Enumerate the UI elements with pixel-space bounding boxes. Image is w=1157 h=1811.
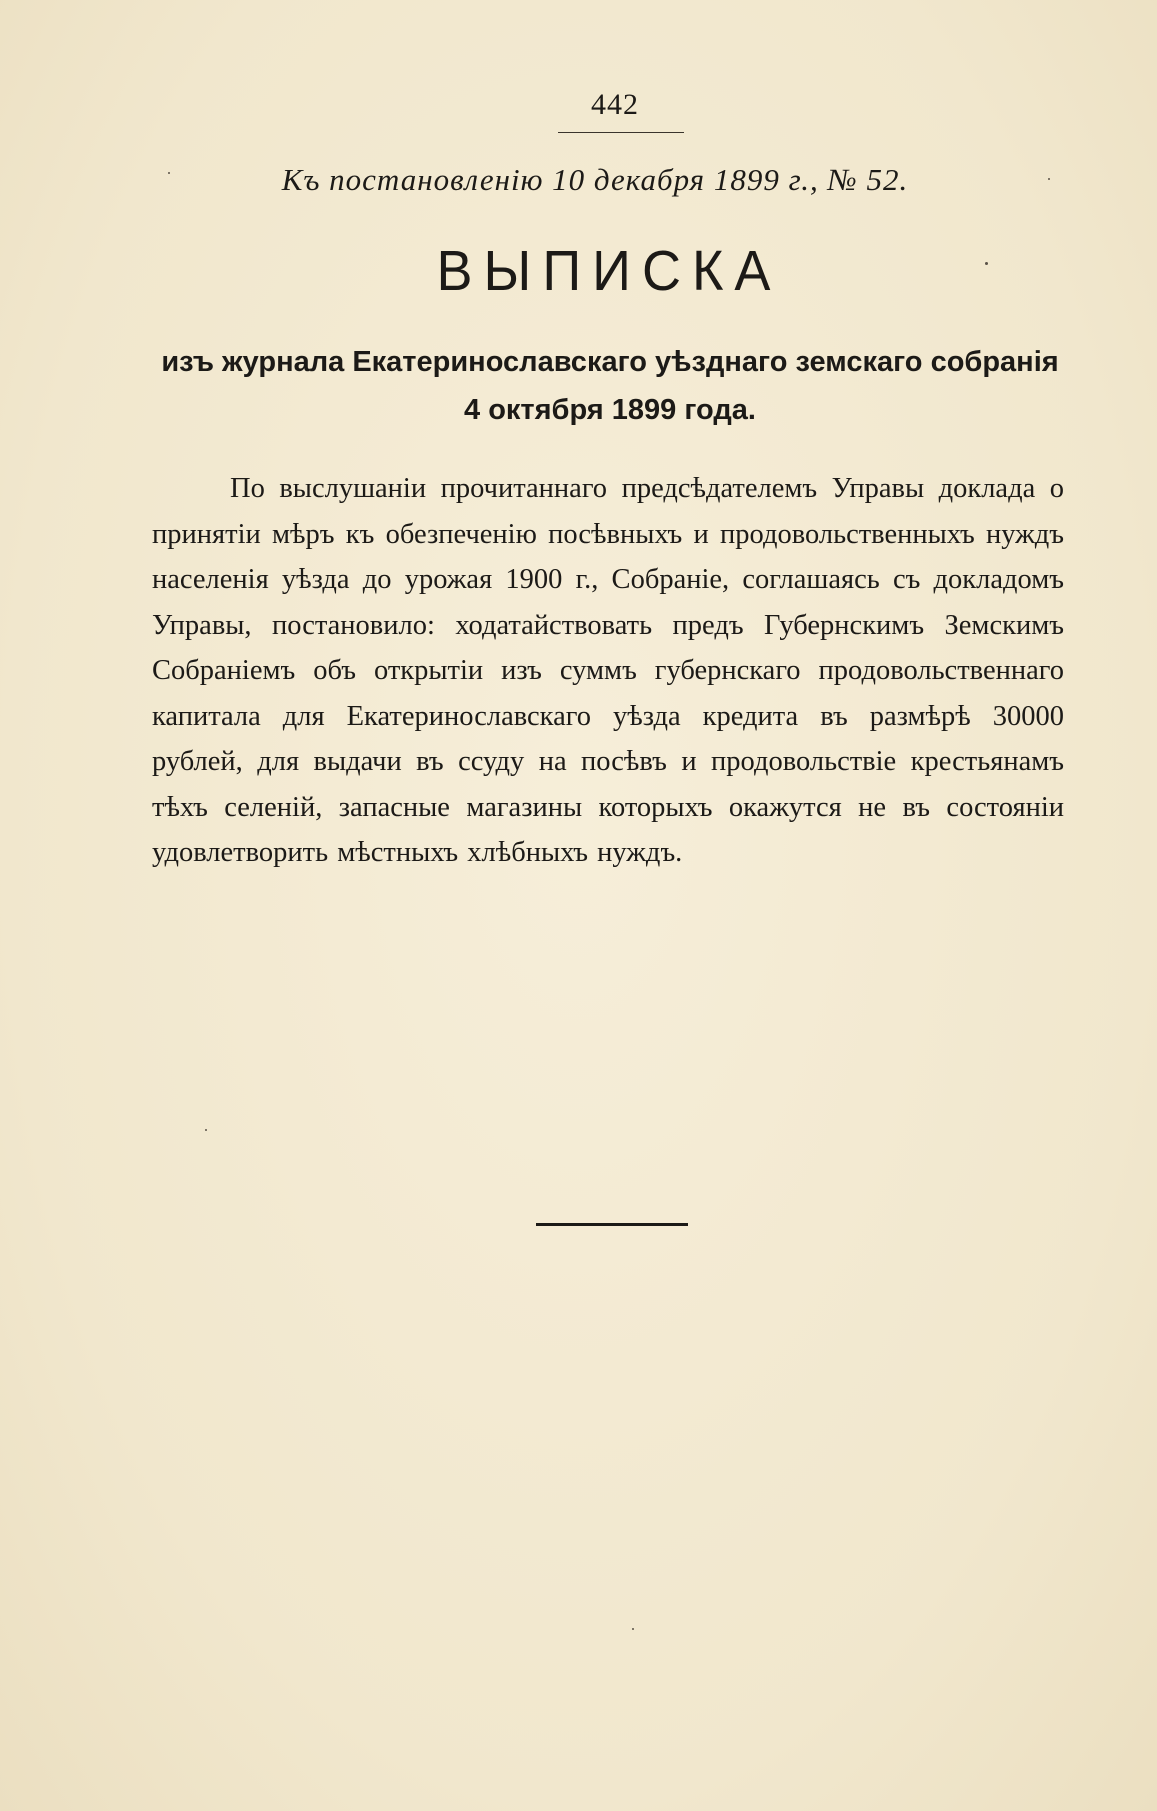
page-number-rule bbox=[558, 132, 684, 133]
end-rule bbox=[536, 1223, 688, 1226]
subtitle-line-2: 4 октября 1899 года. bbox=[464, 394, 756, 426]
page-number: 442 bbox=[591, 88, 639, 121]
subtitle-line-1: изъ журнала Екатеринославскаго уѣзднаго земскаго собранія bbox=[161, 346, 1059, 378]
body-paragraph: По выслушаніи прочитаннаго предсѣдателемъ Управы доклада о принятіи мѣръ къ обезпеченію посѣвныхъ и продовольственныхъ нуждъ населенія уѣзда до урожая 1900 г., Собраніе, соглашаясь съ докладомъ Управы, постановило: ходатайствовать предъ Губернскимъ Земскимъ Собраніемъ объ открытіи изъ суммъ губернскаго продовольственнаго капитала для Екатеринославскаго уѣзда кредита въ размѣрѣ 30000 рублей, для выдачи въ ссуду на посѣвъ и продовольствіе крестьянамъ тѣхъ селеній, запасные магазины которыхъ окажутся не въ состояніи удовлетворить мѣстныхъ хлѣбныхъ нуждъ. bbox=[152, 473, 1064, 868]
document-title: ВЫПИСКА bbox=[436, 239, 782, 303]
paper-speck bbox=[985, 262, 988, 265]
resolution-reference: Къ постановленію 10 декабря 1899 г., № 52. bbox=[281, 162, 909, 197]
paper-speck bbox=[1048, 178, 1050, 180]
paper-speck bbox=[205, 1129, 207, 1131]
document-subtitle bbox=[150, 338, 1070, 434]
paper-speck bbox=[632, 1628, 634, 1630]
paper-speck bbox=[168, 172, 170, 174]
